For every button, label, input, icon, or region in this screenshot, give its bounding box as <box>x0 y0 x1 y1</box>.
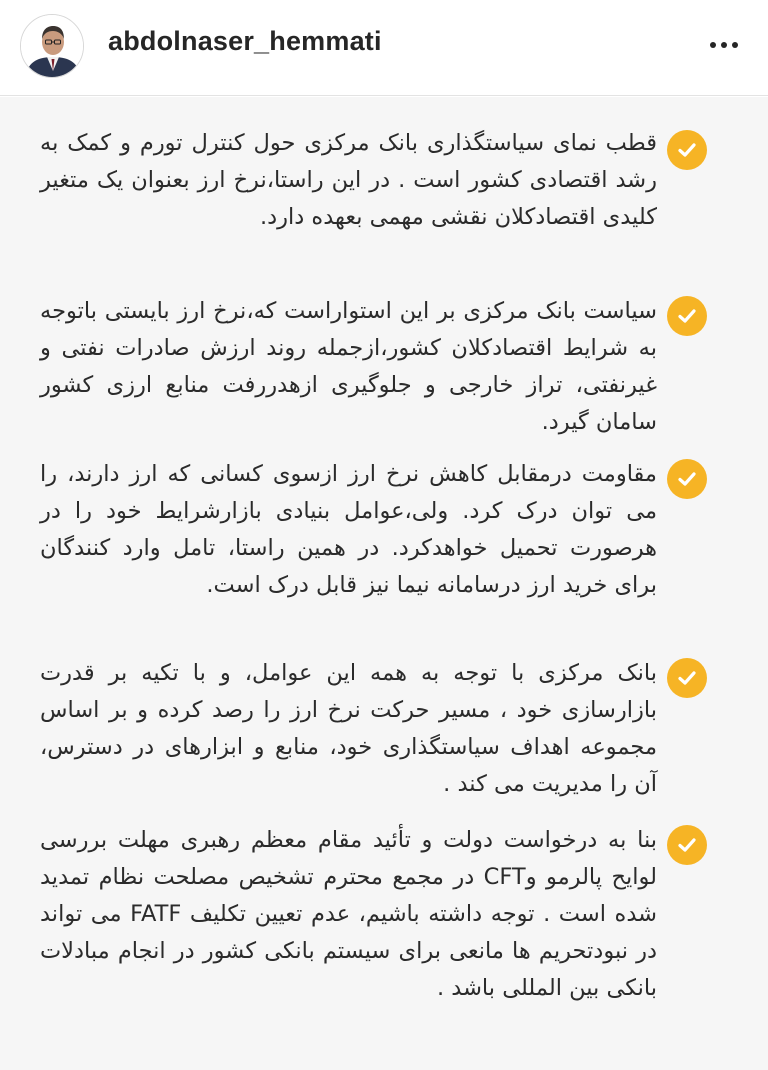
post-header <box>0 0 768 96</box>
paragraph-text: قطب نمای سیاستگذاری بانک مرکزی حول کنترل تورم و کمک به رشد اقتصادی کشور است . در این راستا،نرخ ارز بعنوان یک متغیر کلیدی اقتصادکلان نقشی مهمی بعهده دارد. <box>40 130 657 230</box>
paragraph-text: بنا به درخواست دولت و تأئید مقام معظم رهبری مهلت بررسی لوایح پالرمو وCFT در مجمع محترم تشخیص مصلحت نظام تمدید شده است . توجه داشته باشیم، عدم تعیین تکلیف FATF می تواند در نبودتحریم ها مانعی برای سیستم بانکی کشور در انجام مبادلات بانکی بین المللی باشد . <box>40 827 657 1001</box>
more-dot-icon <box>710 42 716 48</box>
avatar[interactable] <box>20 14 84 78</box>
check-icon <box>667 459 707 499</box>
check-icon <box>667 825 707 865</box>
check-icon <box>667 296 707 336</box>
check-icon <box>667 658 707 698</box>
profile-photo-icon <box>21 15 84 78</box>
username[interactable]: abdolnaser_hemmati <box>108 26 382 56</box>
paragraph-text: بانک مرکزی با توجه به همه این عوامل، و با تکیه بر قدرت بازارسازی خود ، مسیر حرکت نرخ ارز را رصد کرده و بر اساس مجموعه اهداف سیاستگذاری خود، منابع و ابزارهای در دسترس، آن را مدیریت می کند . <box>40 660 657 797</box>
more-dot-icon <box>721 42 727 48</box>
check-icon <box>667 130 707 170</box>
more-options-button[interactable] <box>696 30 752 60</box>
paragraph-text: مقاومت درمقابل کاهش نرخ ارز ازسوی کسانی که ارز دارند، را می توان درک کرد. ولی،عوامل بنیادی بازارشرایط خود را در هرصورت تحمیل خواهدکرد. در همین راستا، تامل وارد کنندگان برای خرید ارز درسامانه نیما نیز قابل درک است. <box>40 461 657 598</box>
paragraph-text: سیاست بانک مرکزی بر این استواراست که،نرخ ارز بایستی باتوجه به شرایط اقتصادکلان کشور،ازجمله روند ارزش صادرات نفتی و غیرنفتی، تراز خارجی و جلوگیری ازهدررفت منابع ارزی کشور سامان گیرد. <box>40 298 657 435</box>
more-dot-icon <box>732 42 738 48</box>
post-image[interactable] <box>0 97 768 1070</box>
